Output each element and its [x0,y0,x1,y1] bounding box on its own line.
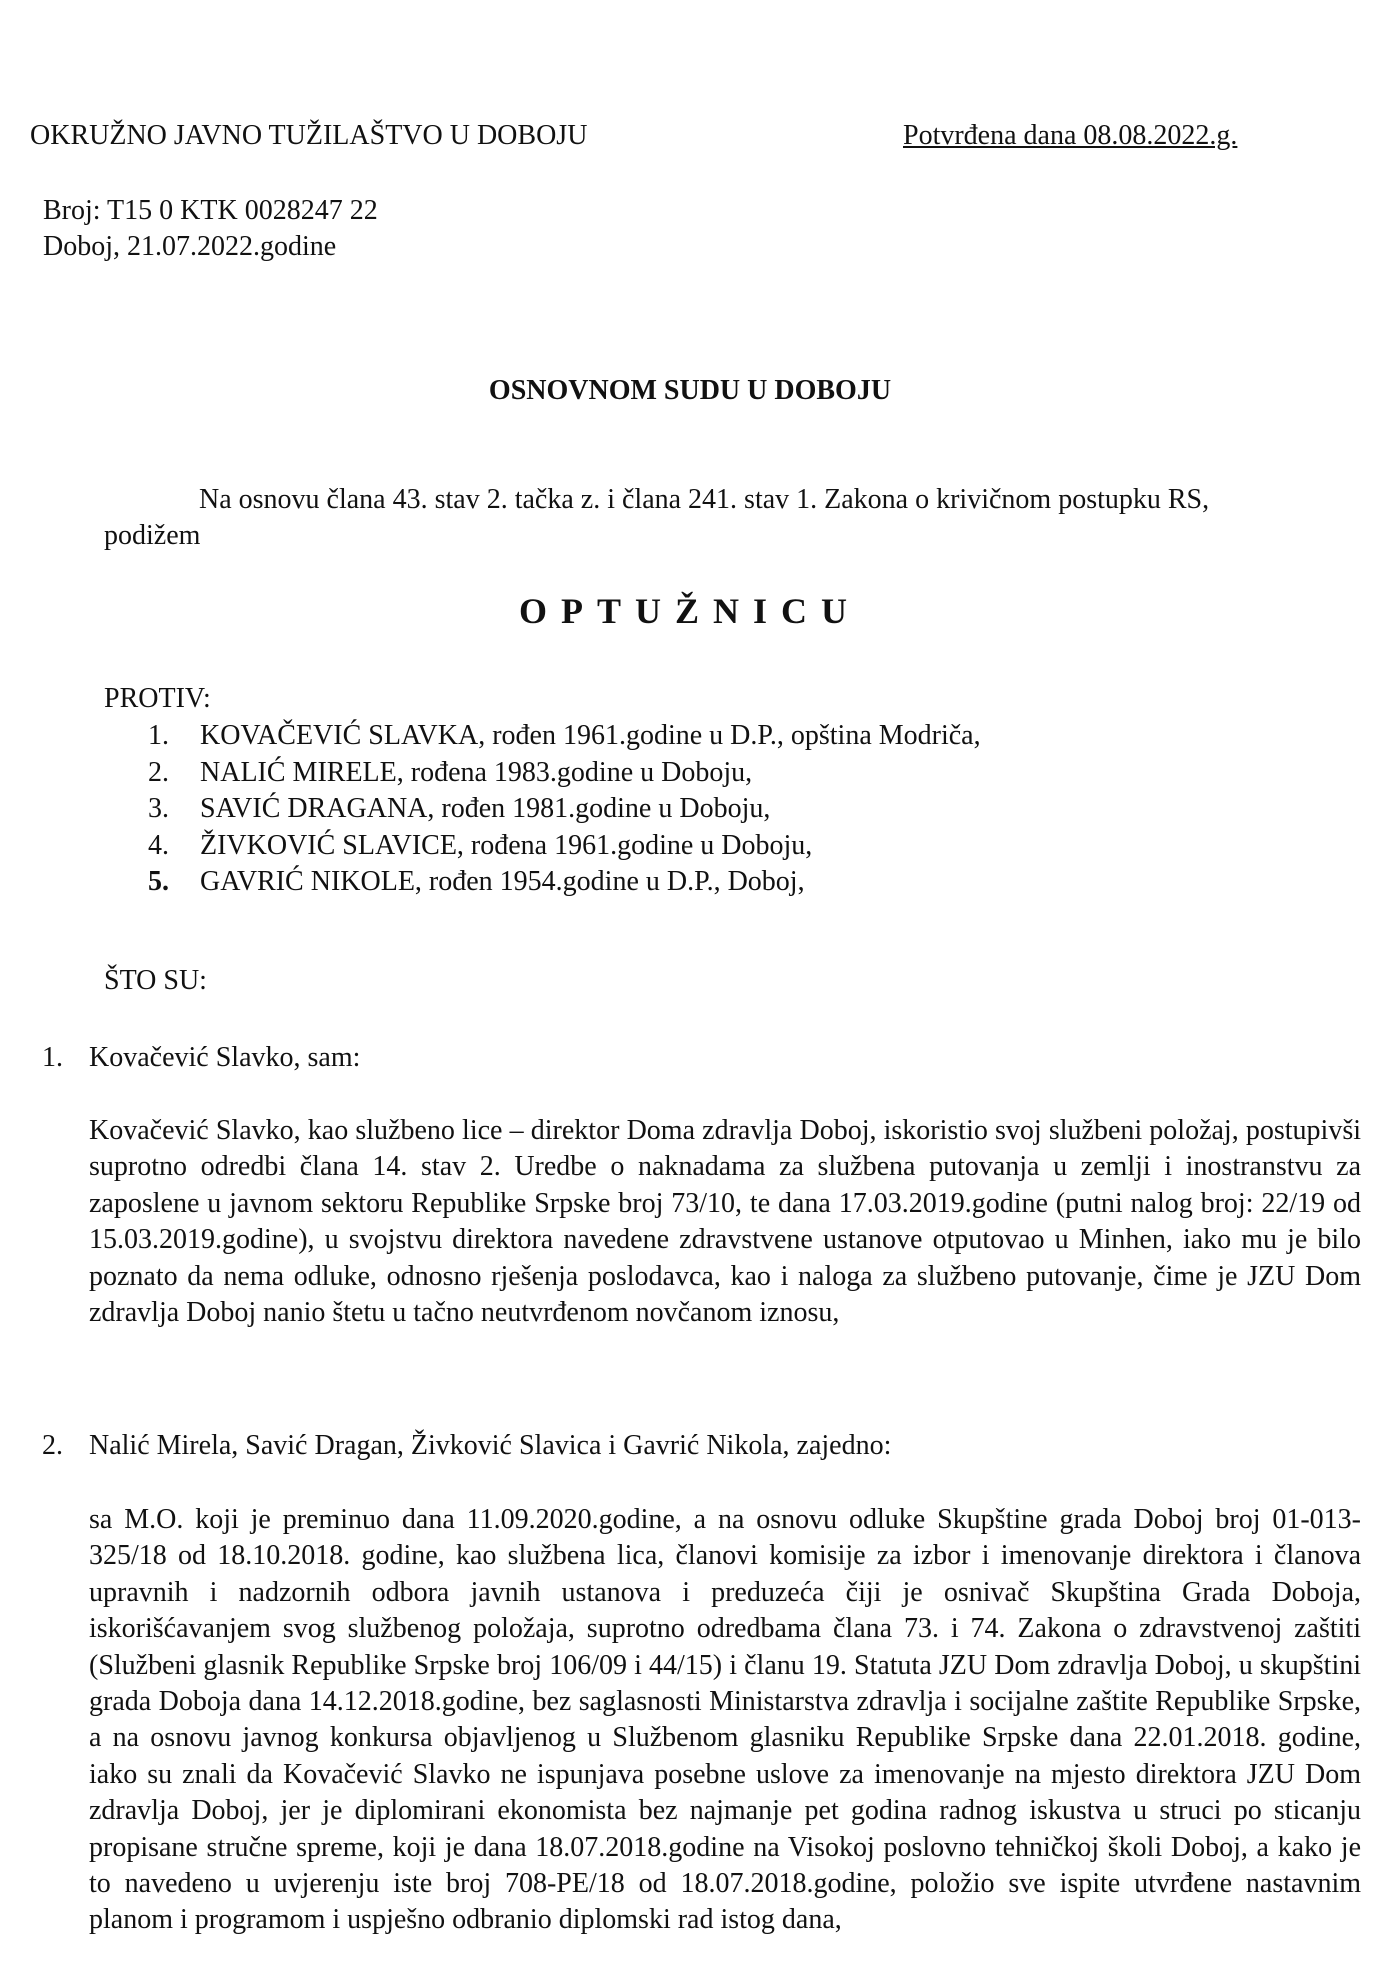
count-heading-text: Nalić Mirela, Savić Dragan, Živković Slavica i Gavrić Nikola, zajedno: [89,1430,892,1461]
count-heading-text: Kovačević Slavko, sam: [89,1042,361,1073]
defendant-text: KOVAČEVIĆ SLAVKA, rođen 1961.godine u D.P., opština Modriča, [200,720,981,751]
case-number: Broj: T15 0 KTK 0028247 22 [43,195,378,226]
defendant-number: 5. [148,866,169,897]
defendant-text: SAVIĆ DRAGANA, rođen 1981.godine u Doboju, [200,793,771,824]
defendant-text: GAVRIĆ NIKOLE, rođen 1954.godine u D.P., Doboj, [200,866,805,897]
count-description: Kovačević Slavko, kao službeno lice – direktor Doma zdravlja Doboj, iskoristio svoj službeni položaj, postupivši suprotno odredbi člana 14. stav 2. Uredbe o naknadama za službena putovanja u zemlji i inostranstvu za zaposlene u javnom sektoru Republike Srpske broj 73/10, te dana 17.03.2019.godine (putni nalog broj: 22/19 od 15.03.2019.godine), u svojstvu direktora navedene zdravstvene ustanove otputovao u Minhen, iako mu je bilo poznato da nema odluke, odnosno rješenja poslodavca, kao i naloga za službeno putovanje, čime je JZU Dom zdravlja Doboj nanio štetu u tačno neutvrđenom novčanom iznosu, [89,1115,1361,1329]
addressee-court [0,375,1400,407]
defendant-item [148,828,981,865]
count-heading [42,1042,360,1074]
confirmation-date: Potvrđena dana 08.08.2022.g. [903,120,1238,151]
defendant-item [148,864,981,901]
defendant-number: 3. [148,793,169,824]
defendant-number: 4. [148,829,169,861]
defendant-number: 2. [148,756,169,788]
against-label: PROTIV: [104,683,211,714]
legal-basis-paragraph: Na osnovu člana 43. stav 2. tačka z. i člana 241. stav 1. Zakona o krivičnom postupku RS, podižem [104,484,1210,551]
defendant-item [148,791,981,828]
charges-label: ŠTO SU: [104,965,207,996]
case-reference-block [43,193,378,265]
document-title [0,590,1400,632]
defendants-list [148,718,981,901]
count-heading [42,1430,891,1462]
defendant-item [148,755,981,792]
count-number: 2. [42,1430,63,1461]
place-date: Doboj, 21.07.2022.godine [43,231,337,262]
count-description: sa M.O. koji je preminuo dana 11.09.2020.godine, a na osnovu odluke Skupštine grada Doboj broj 01-013-325/18 od 18.10.2018. godine, kao službena lica, članovi komisije za izbor i imenovanje direktora i članova upravnih i nadzornih odbora javnih ustanova i preduzeća čiji je osnivač Skupština Grada Doboja, iskorišćavanjem svog službenog položaja, suprotno odredbama člana 73. i 74. Zakona o zdravstvenoj zaštiti (Službeni glasnik Republike Srpske broj 106/09 i 44/15) i članu 19. Statuta JZU Dom zdravlja Doboj, u skupštini grada Doboja dana 14.12.2018.godine, bez saglasnosti Ministarstva zdravlja i socijalne zaštite Republike Srpske, a na osnovu javnog konkursa objavljenog u Službenom glasniku Republike Srpske dana 22.01.2018. godine, iako su znali da Kovačević Slavko ne ispunjava posebne uslove za imenovanje na mjesto direktora JZU Dom zdravlja Doboj, jer je diplomirani ekonomista bez najmanje pet godina radnog iskustva u struci po sticanju propisane stručne spreme, koji je dana 18.07.2018.godine na Visokoj poslovno tehničkoj školi Doboj, a kako je to navedeno u uvjerenju iste broj 708-PE/18 od 18.07.2018.godine, položio sve ispite utvrđene nastavnim planom i programom i uspješno odbranio diplomski rad istog dana, [89,1504,1361,1936]
count-number: 1. [42,1042,63,1073]
addressee-court-text: OSNOVNOM SUDU U DOBOJU [488,375,892,406]
defendant-number: 1. [148,720,169,751]
prosecutor-office-name: OKRUŽNO JAVNO TUŽILAŠTVO U DOBOJU [30,120,588,151]
defendant-item [148,718,981,755]
document-title-text: OPTUŽNICU [518,591,862,631]
defendant-text: NALIĆ MIRELE, rođena 1983.godine u Doboju, [200,756,753,788]
defendant-text: ŽIVKOVIĆ SLAVICE, rođena 1961.godine u Doboju, [200,829,813,861]
